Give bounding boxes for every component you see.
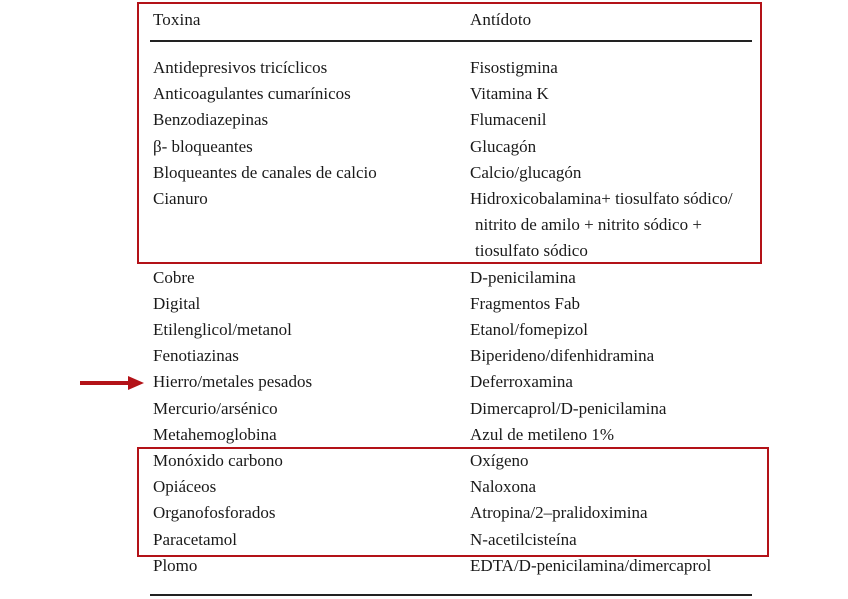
antidote-cell: Fragmentos Fab <box>470 293 581 313</box>
antidote-cell: Biperideno/difenhidramina <box>470 346 655 366</box>
toxin-cell: Cobre <box>153 267 195 287</box>
toxin-cell: Cianuro <box>153 189 208 208</box>
antidote-cell: EDTA/D-penicilamina/dimercaprol <box>470 555 712 575</box>
toxin-cell: Fenotiazinas <box>153 346 239 366</box>
antidote-cell: Etanol/fomepizol <box>470 320 589 339</box>
column-header-toxin: Toxina <box>153 10 201 29</box>
antidote-cell: Atropina/2–pralidoximina <box>470 503 648 523</box>
antidote-cell: Deferroxamina <box>470 372 573 392</box>
antidote-cell: Fisostigmina <box>470 58 558 77</box>
toxin-cell: Opiáceos <box>153 477 217 497</box>
table-row <box>0 291 848 317</box>
toxin-cell: Mercurio/arsénico <box>153 398 278 418</box>
highlight-box-top <box>137 2 762 264</box>
antidote-cell-continuation: tiosulfato sódico <box>475 241 588 261</box>
antidote-cell: Calcio/glucagón <box>470 162 582 182</box>
right-arrow-icon <box>80 375 145 391</box>
toxin-cell: Plomo <box>153 555 198 575</box>
toxin-cell: Monóxido carbono <box>153 451 283 470</box>
toxin-cell: Etilenglicol/metanol <box>153 320 292 339</box>
antidote-cell: D-penicilamina <box>470 267 576 287</box>
highlight-box-bottom <box>137 447 769 557</box>
antidote-cell: Dimercaprol/D-penicilamina <box>470 398 667 418</box>
toxin-cell: Bloqueantes de canales de calcio <box>153 162 377 182</box>
footer-rule <box>150 594 752 596</box>
toxin-cell: Paracetamol <box>153 529 238 549</box>
column-header-antidote: Antídoto <box>470 10 532 29</box>
antidote-cell: Glucagón <box>470 136 537 156</box>
toxin-cell: Digital <box>153 293 201 313</box>
table-row <box>0 396 848 422</box>
antidote-cell: Azul de metileno 1% <box>470 424 614 444</box>
table-row <box>0 422 848 448</box>
toxin-cell: Anticoagulantes cumarínicos <box>153 84 351 104</box>
toxin-cell: β- bloqueantes <box>153 136 253 156</box>
toxin-cell: Hierro/metales pesados <box>153 372 313 392</box>
antidote-cell: Naloxona <box>470 477 537 497</box>
toxin-cell: Organofosforados <box>153 503 276 523</box>
antidote-cell: Vitamina K <box>470 84 549 104</box>
table-row <box>0 317 848 343</box>
toxin-cell: Benzodiazepinas <box>153 110 269 130</box>
antidote-cell: Oxígeno <box>470 451 529 470</box>
table-row <box>0 265 848 291</box>
toxin-cell: Antidepresivos tricíclicos <box>153 58 328 77</box>
table-row <box>0 343 848 369</box>
toxin-cell: Metahemoglobina <box>153 424 277 444</box>
antidote-cell: Hidroxicobalamina+ tiosulfato sódico/ <box>470 189 733 208</box>
antidote-cell: N-acetilcisteína <box>470 529 577 549</box>
antidote-cell: Flumacenil <box>470 110 547 130</box>
antidote-cell-continuation: nitrito de amilo + nitrito sódico + <box>475 215 702 235</box>
